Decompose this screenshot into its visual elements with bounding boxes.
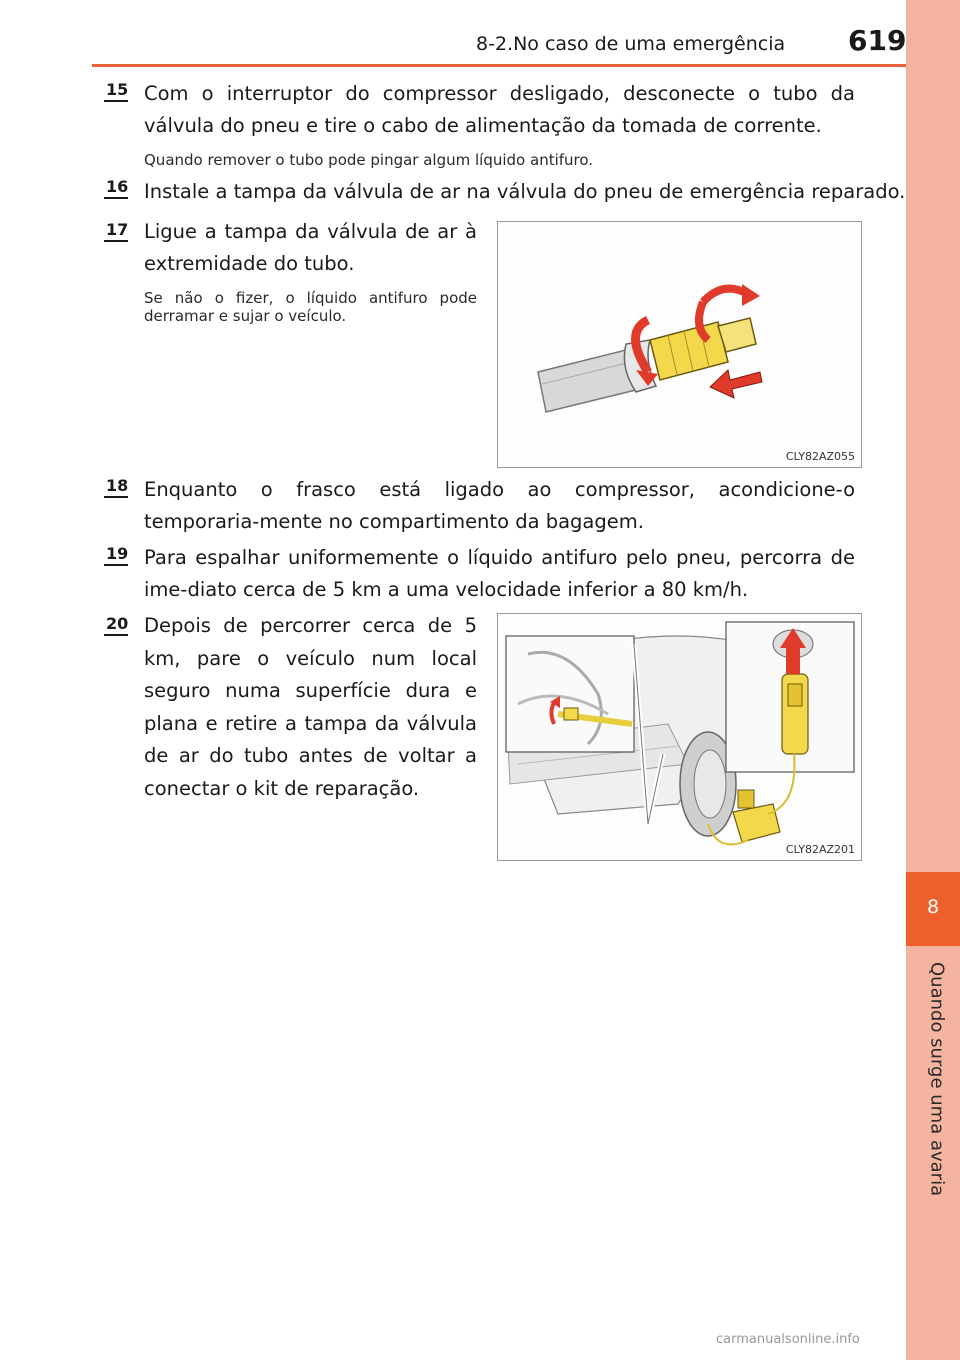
- step-text: Ligue a tampa da válvula de ar à extremidade do tubo.: [144, 220, 477, 275]
- step-marker: 19: [104, 544, 128, 566]
- step-marker: 16: [104, 177, 128, 199]
- figure-code: CLY82AZ201: [785, 843, 855, 856]
- step-text: Com o interruptor do compressor desligado, desconecte o tubo da válvula do pneu e tire o cabo de alimentação da tomada de corrente.: [144, 82, 855, 137]
- tube-cap-illustration: [498, 222, 861, 467]
- figure-code: CLY82AZ055: [785, 450, 855, 463]
- chapter-number: 8: [926, 896, 940, 918]
- page-number: 619: [848, 24, 907, 57]
- step-text: Para espalhar uniformemente o líquido antifuro pelo pneu, percorra de ime-diato cerca de 5 km a uma velocidade inferior a 80 km/h.: [144, 546, 855, 601]
- step-marker: 17: [104, 220, 128, 242]
- step-note: Quando remover o tubo pode pingar algum líquido antifuro.: [144, 151, 594, 169]
- header-rule: [92, 64, 906, 67]
- reconnect-kit-illustration: [498, 614, 861, 860]
- step-marker: 20: [104, 614, 128, 636]
- step-note: Se não o fizer, o líquido antifuro pode derramar e sujar o veículo.: [144, 289, 477, 325]
- step-text: Instale a tampa da válvula de ar na válvula do pneu de emergência reparado.: [144, 180, 906, 203]
- chapter-sidebar: 8 Quando surge uma avaria: [906, 0, 960, 1360]
- figure-reconnect-kit: [497, 613, 862, 861]
- step-text: Enquanto o frasco está ligado ao compressor, acondicione-o temporaria-mente no compartimento da bagagem.: [144, 478, 855, 533]
- step-marker: 15: [104, 80, 128, 102]
- footer-watermark: carmanualsonline.info: [716, 1332, 860, 1347]
- page-header: [0, 0, 906, 66]
- step-marker: 18: [104, 476, 128, 498]
- step-text: Depois de percorrer cerca de 5 km, pare o veículo num local seguro numa superfície dura e plana e retire a tampa da válvula de ar do tubo antes de voltar a conectar o kit de reparação.: [144, 614, 477, 800]
- figure-tube-cap: [497, 221, 862, 468]
- section-title: 8-2.No caso de uma emergência: [476, 33, 786, 55]
